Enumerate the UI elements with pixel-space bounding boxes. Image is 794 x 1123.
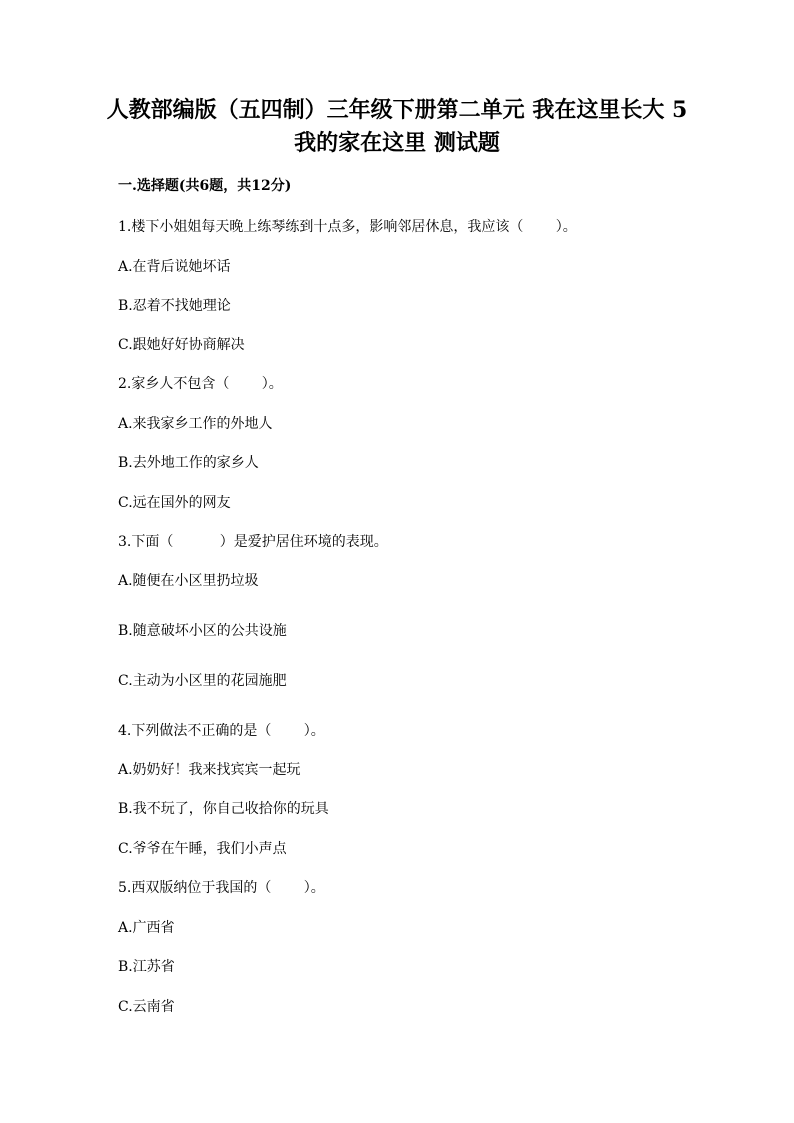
question-3-option-a: A.随便在小区里扔垃圾 xyxy=(118,573,259,589)
question-2-option-b: B.去外地工作的家乡人 xyxy=(118,455,259,471)
question-2-option-c: C.远在国外的网友 xyxy=(118,495,231,511)
question-2-stem: 2.家乡人不包含（ ）。 xyxy=(118,376,283,392)
question-1-stem: 1.楼下小姐姐每天晚上练琴练到十点多，影响邻居休息，我应该（ ）。 xyxy=(118,219,577,235)
question-3-option-b: B.随意破坏小区的公共设施 xyxy=(118,623,287,639)
question-2-option-a: A.来我家乡工作的外地人 xyxy=(118,416,273,432)
question-5-option-b: B.江苏省 xyxy=(118,959,175,975)
section-heading: 一.选择题(共6题，共12分) xyxy=(118,178,292,194)
question-4-stem: 4.下列做法不正确的是（ ）。 xyxy=(118,723,325,739)
question-5-option-a: A.广西省 xyxy=(118,920,175,936)
question-5-option-c: C.云南省 xyxy=(118,999,175,1015)
question-4-option-b: B.我不玩了，你自己收拾你的玩具 xyxy=(118,801,329,817)
question-4-option-a: A.奶奶好！我来找宾宾一起玩 xyxy=(118,762,301,778)
page-title: 人教部编版（五四制）三年级下册第二单元 我在这里长大 5 我的家在这里 测试题 xyxy=(106,97,688,156)
question-4-option-c: C.爷爷在午睡，我们小声点 xyxy=(118,841,287,857)
question-5-stem: 5.西双版纳位于我国的（ ）。 xyxy=(118,880,325,896)
question-1-option-c: C.跟她好好协商解决 xyxy=(118,337,245,353)
question-3-option-c: C.主动为小区里的花园施肥 xyxy=(118,673,287,689)
question-3-stem: 3.下面（ ）是爱护居住环境的表现。 xyxy=(118,534,388,550)
question-1-option-a: A.在背后说她坏话 xyxy=(118,259,231,275)
question-1-option-b: B.忍着不找她理论 xyxy=(118,298,231,314)
